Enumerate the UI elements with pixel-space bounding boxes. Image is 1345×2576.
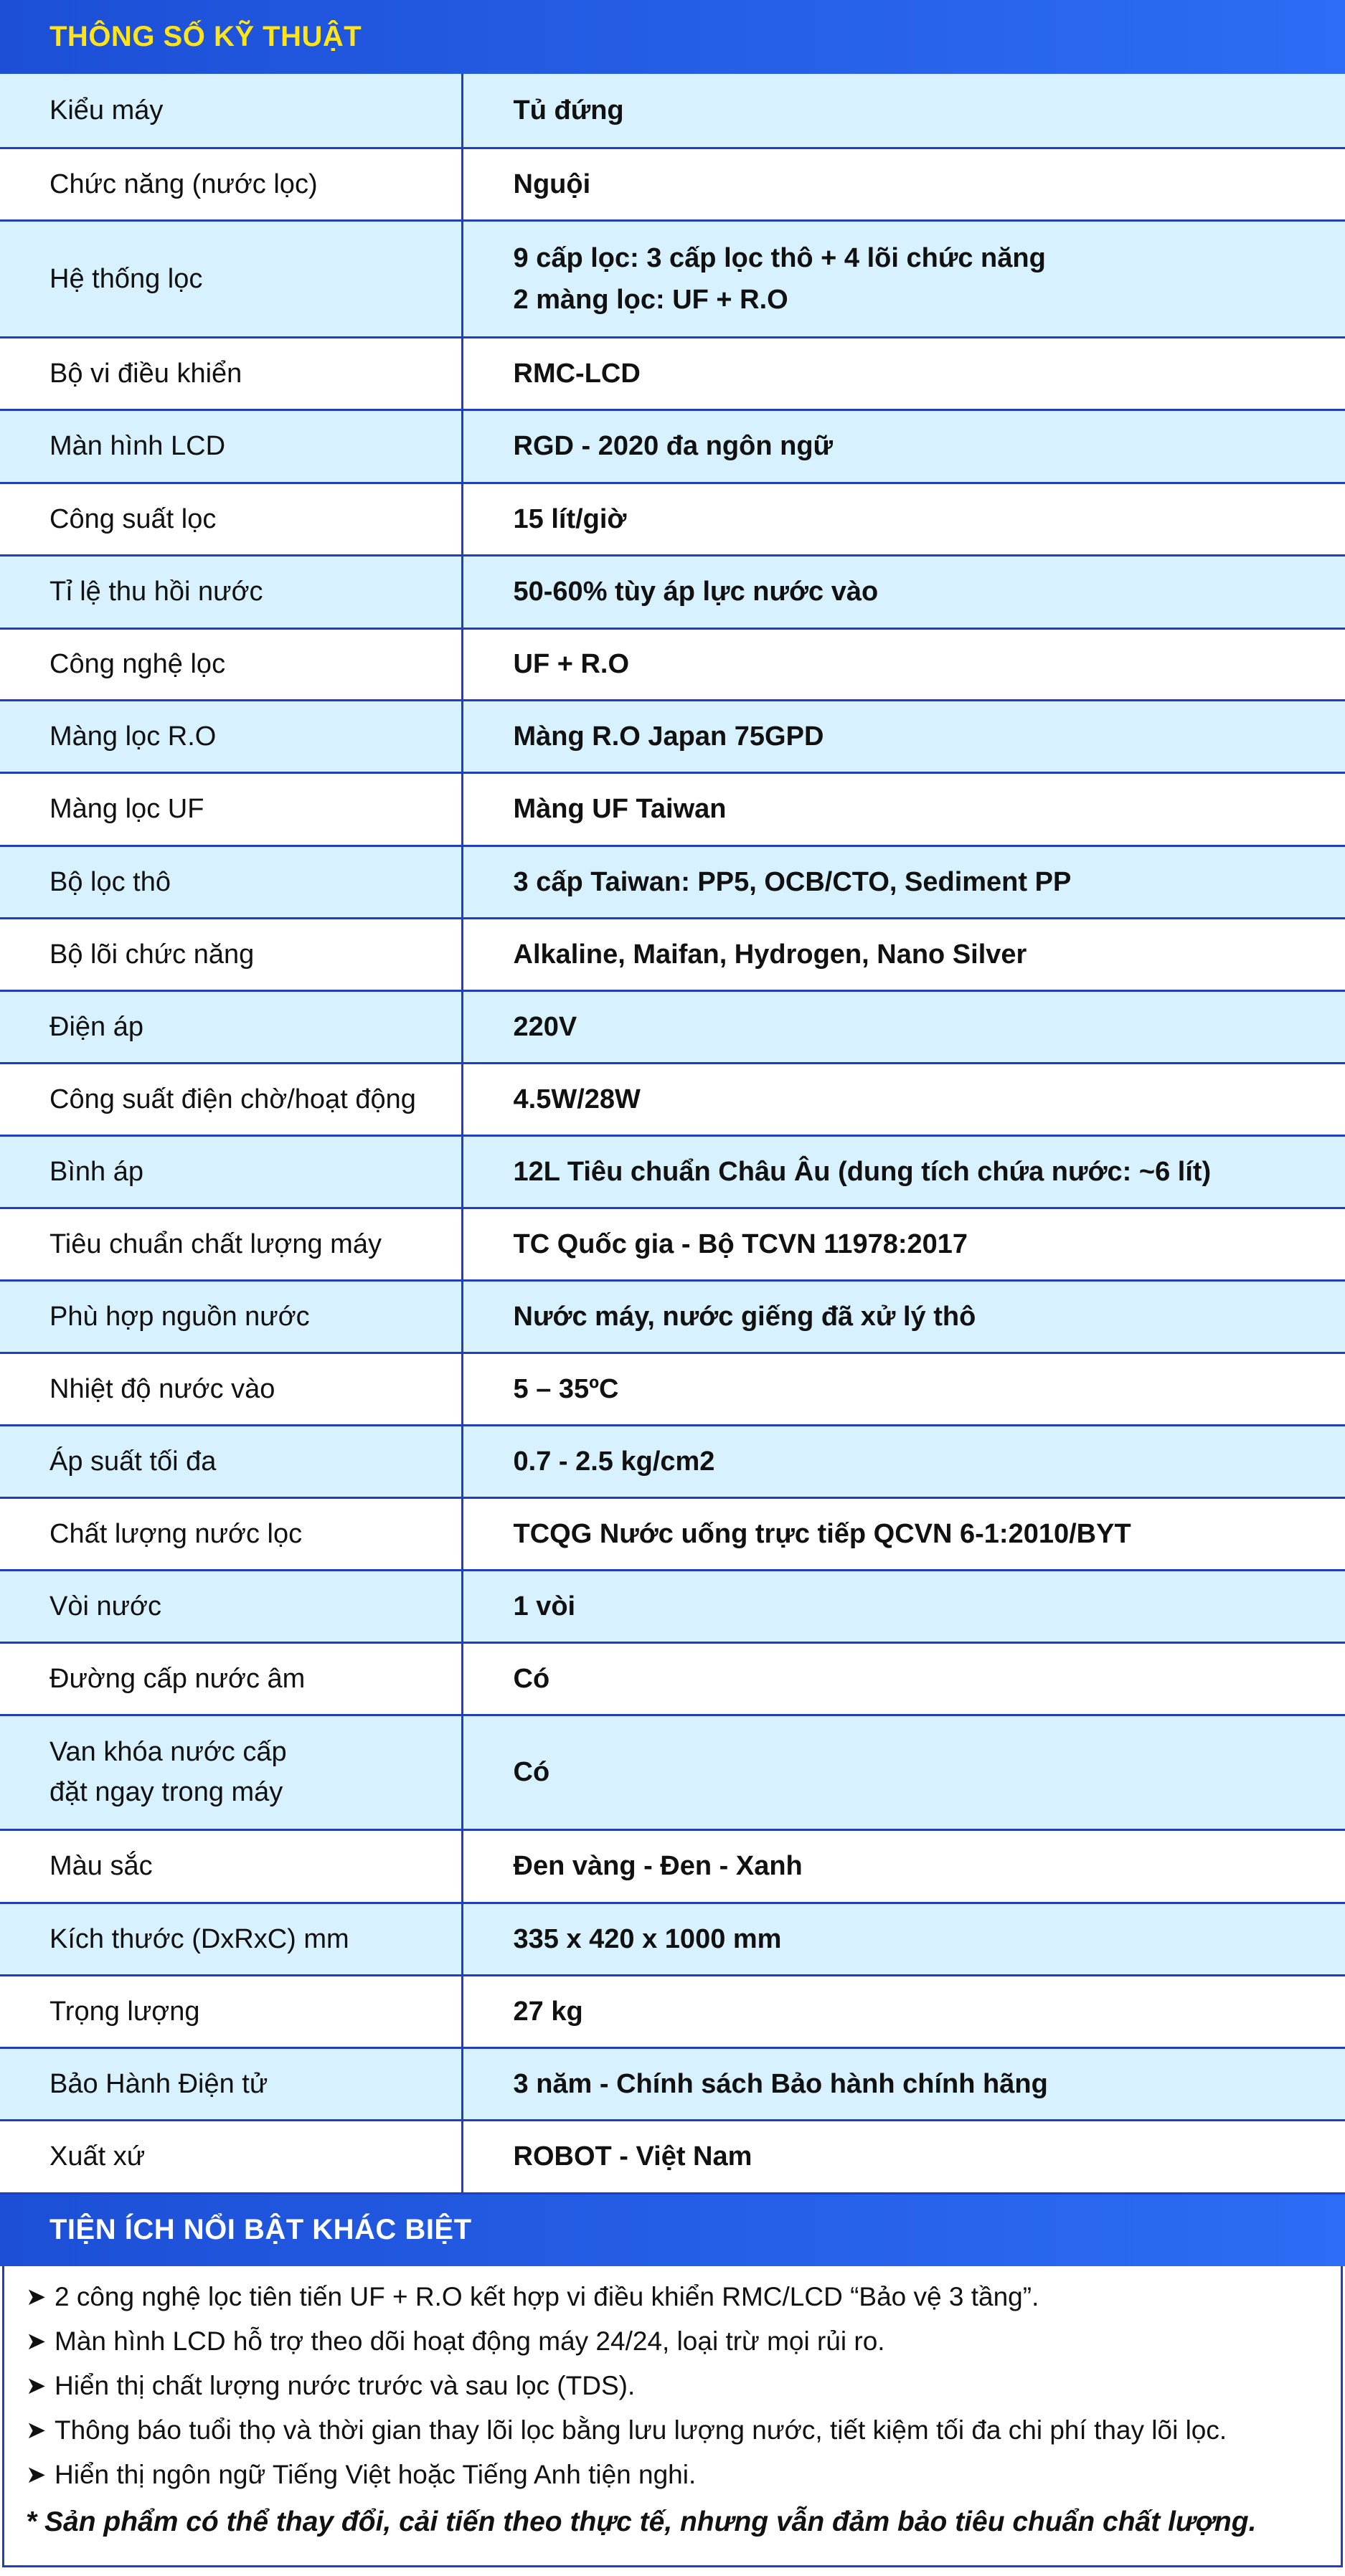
spec-label-line: Màu sắc [49,1851,153,1881]
spec-label [0,1497,462,1570]
spec-label [0,918,462,990]
disclaimer-note: * Sản phẩm có thể thay đổi, cải tiến theo thực tế, nhưng vẫn đảm bảo tiêu chuẩn chất lượng. [26,2506,1257,2537]
spec-row [0,1135,1345,1208]
spec-header [0,0,1345,74]
spec-row [0,1903,1345,1975]
spec-row [0,337,1345,409]
spec-value [462,409,1345,483]
spec-value [462,2047,1345,2120]
feature-item [26,2408,1341,2453]
spec-label-line: Tiêu chuẩn chất lượng máy [49,1228,382,1259]
feature-item [26,2275,1341,2319]
spec-value [462,2120,1345,2193]
spec-value-line: Có [513,1663,550,1694]
spec-label [0,2120,462,2193]
spec-value [462,1135,1345,1208]
spec-value [462,1208,1345,1280]
spec-value [462,483,1345,555]
spec-label [0,409,462,483]
spec-value-line: Tủ đứng [513,95,624,126]
spec-row [0,1642,1345,1715]
spec-value [462,1280,1345,1353]
spec-label-line: Công nghệ lọc [49,649,226,679]
spec-label [0,1280,462,1353]
spec-label [0,772,462,846]
spec-value-line: RGD - 2020 đa ngôn ngữ [513,431,834,461]
spec-value [462,628,1345,700]
spec-row [0,220,1345,337]
spec-value-line: Có [513,1757,550,1787]
feature-text: Màn hình LCD hỗ trợ theo dõi hoạt động máy 24/24, loại trừ mọi rủi ro. [55,2326,885,2356]
spec-row [0,1208,1345,1280]
features-box [2,2266,1343,2567]
spec-value [462,1063,1345,1135]
spec-row [0,1975,1345,2047]
spec-row [0,409,1345,483]
spec-value-line: 3 năm - Chính sách Bảo hành chính hãng [513,2068,1048,2099]
spec-row [0,628,1345,700]
spec-label [0,555,462,628]
spec-label-line: Vòi nước [49,1591,161,1621]
spec-value-line: Nước máy, nước giếng đã xử lý thô [513,1301,976,1332]
spec-row [0,483,1345,555]
spec-value-line: 4.5W/28W [513,1084,641,1114]
spec-label-line: Tỉ lệ thu hồi nước [49,577,263,607]
spec-row [0,700,1345,772]
spec-value-line: Màng R.O Japan 75GPD [513,721,824,752]
spec-value-line: ROBOT - Việt Nam [513,2141,752,2172]
spec-label-line: Áp suất tối đa [49,1446,217,1477]
spec-title: THÔNG SỐ KỸ THUẬT [49,21,362,52]
spec-label [0,846,462,918]
spec-label-line: Bộ lõi chức năng [49,939,255,970]
spec-value-line: TCQG Nước uống trực tiếp QCVN 6-1:2010/BYT [513,1518,1131,1549]
spec-value [462,772,1345,846]
spec-label-line: Phù hợp nguồn nước [49,1301,310,1332]
spec-value-line: 5 – 35ºC [513,1373,619,1404]
spec-value-line: 9 cấp lọc: 3 cấp lọc thô + 4 lõi chức năng [513,242,1046,273]
spec-value-line: Đen vàng - Đen - Xanh [513,1851,803,1881]
features-header [0,2194,1345,2266]
spec-label-line: Công suất lọc [49,503,217,534]
spec-value-line: Alkaline, Maifan, Hydrogen, Nano Silver [513,939,1027,970]
spec-value-line: 220V [513,1011,577,1042]
spec-value [462,1975,1345,2047]
spec-value [462,990,1345,1063]
spec-label [0,1715,462,1829]
spec-row [0,772,1345,846]
feature-item [26,2364,1341,2408]
feature-text: Hiển thị ngôn ngữ Tiếng Việt hoặc Tiếng Anh tiện nghi. [55,2459,697,2489]
spec-value-line: 0.7 - 2.5 kg/cm2 [513,1446,715,1477]
spec-row [0,918,1345,990]
spec-value [462,337,1345,409]
spec-label [0,483,462,555]
spec-label [0,1208,462,1280]
spec-value-line: 15 lít/giờ [513,503,627,534]
arrow-bullet-icon: ➤ [26,2327,47,2355]
spec-row [0,1063,1345,1135]
spec-row [0,1570,1345,1642]
spec-label [0,700,462,772]
spec-row [0,1715,1345,1829]
spec-label [0,2047,462,2120]
spec-label-line: Xuất xứ [49,2141,146,2172]
spec-label [0,74,462,148]
spec-value-line: 27 kg [513,1996,583,2027]
spec-row [0,990,1345,1063]
spec-row [0,74,1345,148]
arrow-bullet-icon: ➤ [26,2416,47,2444]
spec-value [462,148,1345,220]
spec-label [0,1642,462,1715]
spec-label-line: Hệ thống lọc [49,263,203,294]
spec-label-line: Màng lọc R.O [49,721,217,752]
spec-label-line: Công suất điện chờ/hoạt động [49,1084,416,1114]
spec-label [0,1425,462,1497]
spec-value-line: UF + R.O [513,649,630,679]
spec-label-line: đặt ngay trong máy [49,1777,283,1807]
spec-value [462,1425,1345,1497]
spec-value [462,555,1345,628]
spec-value [462,1570,1345,1642]
spec-label [0,148,462,220]
spec-value [462,1497,1345,1570]
spec-label [0,337,462,409]
spec-label-line: Bộ vi điều khiển [49,358,242,389]
spec-label-line: Kích thước (DxRxC) mm [49,1923,349,1954]
spec-label-line: Bình áp [49,1156,143,1187]
spec-label [0,990,462,1063]
spec-value [462,220,1345,337]
spec-value [462,1903,1345,1975]
spec-value-line: RMC-LCD [513,358,641,389]
spec-label-line: Điện áp [49,1011,143,1042]
spec-label-line: Nhiệt độ nước vào [49,1373,275,1404]
feature-text: 2 công nghệ lọc tiên tiến UF + R.O kết hợp vi điều khiển RMC/LCD “Bảo vệ 3 tầng”. [55,2281,1039,2311]
spec-label [0,220,462,337]
feature-text: Hiển thị chất lượng nước trước và sau lọc (TDS). [55,2370,636,2400]
spec-value [462,1642,1345,1715]
spec-value-line: 12L Tiêu chuẩn Châu Âu (dung tích chứa nước: ~6 lít) [513,1156,1212,1187]
spec-row [0,1280,1345,1353]
spec-label-line: Trọng lượng [49,1996,200,2027]
spec-value [462,1715,1345,1829]
spec-label [0,1570,462,1642]
arrow-bullet-icon: ➤ [26,2372,47,2400]
arrow-bullet-icon: ➤ [26,2283,47,2311]
spec-label [0,1135,462,1208]
spec-row [0,1353,1345,1425]
spec-value-line: Màng UF Taiwan [513,794,727,824]
spec-value-line: 2 màng lọc: UF + R.O [513,284,788,315]
spec-label-line: Kiểu máy [49,95,164,126]
spec-row [0,2047,1345,2120]
spec-row [0,1497,1345,1570]
spec-value-line: 1 vòi [513,1591,576,1621]
spec-value [462,1829,1345,1903]
spec-label-line: Đường cấp nước âm [49,1663,306,1694]
spec-value [462,74,1345,148]
spec-label-line: Bộ lọc thô [49,866,171,897]
feature-item [26,2453,1341,2497]
spec-label-line: Van khóa nước cấp [49,1737,287,1767]
spec-label-line: Chức năng (nước lọc) [49,169,318,199]
spec-label [0,1063,462,1135]
spec-label [0,628,462,700]
spec-label [0,1903,462,1975]
spec-value-line: 335 x 420 x 1000 mm [513,1923,782,1954]
spec-value-line: 50-60% tùy áp lực nước vào [513,577,879,607]
spec-label-line: Màng lọc UF [49,794,204,824]
spec-value [462,1353,1345,1425]
spec-value-line: 3 cấp Taiwan: PP5, OCB/CTO, Sediment PP [513,866,1072,897]
spec-row [0,555,1345,628]
spec-row [0,148,1345,220]
spec-label [0,1353,462,1425]
features-title: TIỆN ÍCH NỔI BẬT KHÁC BIỆT [49,2214,472,2245]
spec-value [462,700,1345,772]
spec-row [0,2120,1345,2193]
spec-label-line: Màn hình LCD [49,431,226,461]
spec-value [462,918,1345,990]
feature-list [26,2275,1341,2497]
spec-row [0,1425,1345,1497]
spec-label-line: Bảo Hành Điện tử [49,2068,268,2099]
arrow-bullet-icon: ➤ [26,2461,47,2489]
spec-label [0,1829,462,1903]
spec-value-line: TC Quốc gia - Bộ TCVN 11978:2017 [513,1228,968,1259]
spec-row [0,846,1345,918]
spec-row [0,1829,1345,1903]
spec-value [462,846,1345,918]
spec-label [0,1975,462,2047]
spec-value-line: Nguội [513,169,591,199]
feature-text: Thông báo tuổi thọ và thời gian thay lõi lọc bằng lưu lượng nước, tiết kiệm tối đa chi phí thay lõi lọc. [55,2415,1227,2445]
feature-item [26,2319,1341,2364]
spec-table [0,74,1345,2194]
spec-label-line: Chất lượng nước lọc [49,1518,303,1549]
